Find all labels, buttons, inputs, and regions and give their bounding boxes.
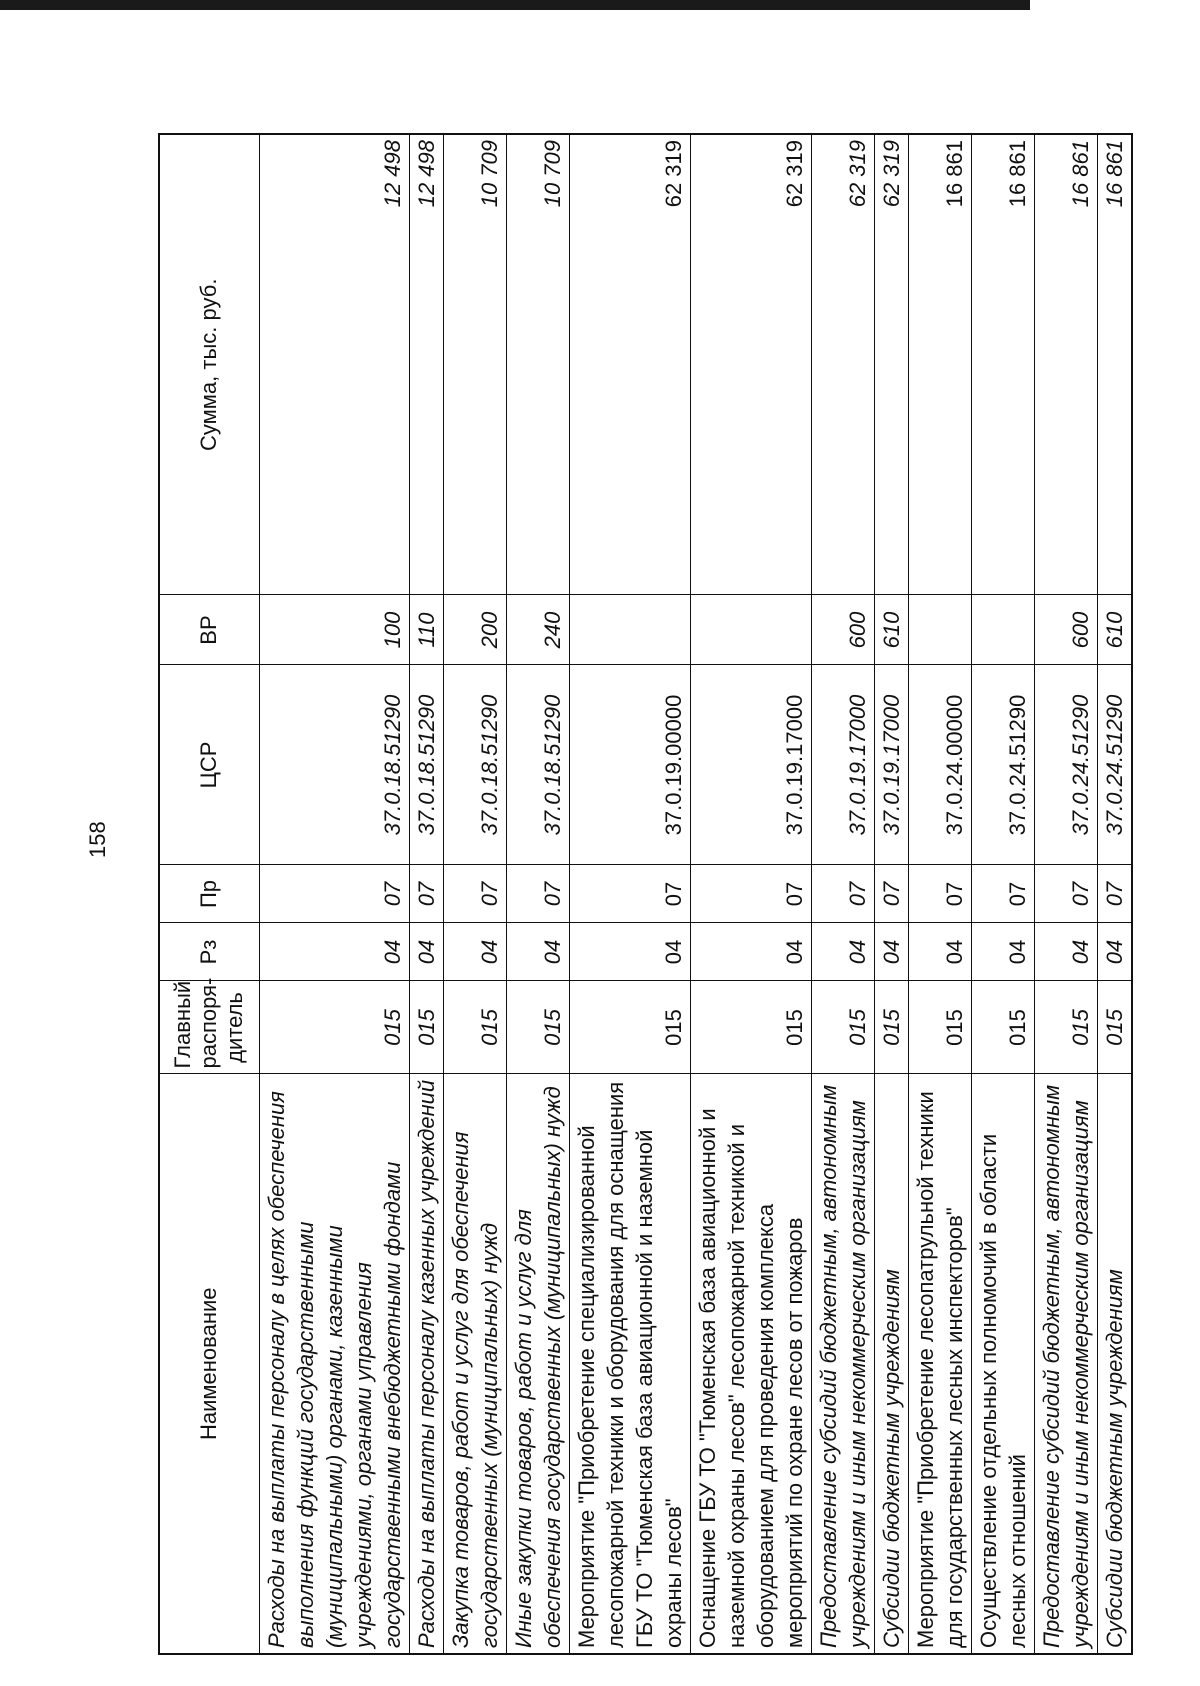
table-row [812,134,875,1654]
cell-vr: 100 [259,595,409,665]
table-row [690,134,811,1654]
cell-name: Закупка товаров, работ и услуг для обеспечения государственных (муниципальных) нужд [443,1074,506,1654]
cell-gr: 015 [506,981,569,1074]
cell-vr: 610 [1098,595,1133,665]
cell-name: Расходы на выплаты персоналу казенных учреждений [409,1074,443,1654]
cell-sum: 62 319 [569,134,690,595]
cell-name: Субсидии бюджетным учреждениям [875,1074,909,1654]
table-row [972,134,1035,1654]
cell-sum: 16 861 [972,134,1035,595]
cell-rz: 04 [1035,923,1098,981]
rotated-page-content [158,135,1128,1655]
cell-csr: 37.0.18.51290 [506,665,569,865]
cell-pr: 07 [506,865,569,923]
table-row [909,134,972,1654]
cell-rz: 04 [443,923,506,981]
cell-csr: 37.0.19.17000 [690,665,811,865]
cell-pr: 07 [972,865,1035,923]
cell-vr: 610 [875,595,909,665]
cell-gr: 015 [1098,981,1133,1074]
cell-name: Иные закупки товаров, работ и услуг для обеспечения государственных (муниципальных) нужд [506,1074,569,1654]
cell-rz: 04 [1098,923,1133,981]
cell-pr: 07 [443,865,506,923]
cell-csr: 37.0.18.51290 [443,665,506,865]
cell-csr: 37.0.24.51290 [1098,665,1133,865]
page-number: 158 [85,821,110,858]
cell-sum: 16 861 [1035,134,1098,595]
cell-rz: 04 [909,923,972,981]
cell-gr: 015 [812,981,875,1074]
cell-rz: 04 [569,923,690,981]
cell-pr: 07 [875,865,909,923]
cell-vr [972,595,1035,665]
cell-vr: 110 [409,595,443,665]
cell-pr: 07 [690,865,811,923]
cell-csr: 37.0.19.00000 [569,665,690,865]
cell-pr: 07 [569,865,690,923]
header-pr: Пр [159,865,259,923]
cell-csr: 37.0.19.17000 [812,665,875,865]
cell-rz: 04 [506,923,569,981]
cell-csr: 37.0.19.17000 [875,665,909,865]
cell-rz: 04 [812,923,875,981]
cell-csr: 37.0.24.51290 [972,665,1035,865]
cell-pr: 07 [409,865,443,923]
cell-name: Оснащение ГБУ ТО "Тюменская база авиационной и наземной охраны лесов" лесопожарной техникой и оборудованием для проведения комплекса мероприятий по охране лесов от пожаров [690,1074,811,1654]
cell-name: Субсидии бюджетным учреждениям [1098,1074,1133,1654]
cell-vr: 600 [812,595,875,665]
header-vr: ВР [159,595,259,665]
cell-vr [690,595,811,665]
header-gr: Главный распоря-дитель [159,981,259,1074]
cell-rz: 04 [875,923,909,981]
cell-rz: 04 [972,923,1035,981]
cell-sum: 10 709 [443,134,506,595]
top-rule [0,0,1030,10]
cell-vr: 600 [1035,595,1098,665]
cell-csr: 37.0.18.51290 [409,665,443,865]
cell-gr: 015 [690,981,811,1074]
cell-sum: 16 861 [909,134,972,595]
cell-vr [569,595,690,665]
cell-csr: 37.0.18.51290 [259,665,409,865]
table-row [569,134,690,1654]
table-row [506,134,569,1654]
cell-gr: 015 [409,981,443,1074]
cell-pr: 07 [909,865,972,923]
cell-gr: 015 [1035,981,1098,1074]
cell-gr: 015 [569,981,690,1074]
cell-csr: 37.0.24.51290 [1035,665,1098,865]
cell-gr: 015 [972,981,1035,1074]
table-row [409,134,443,1654]
cell-gr: 015 [259,981,409,1074]
cell-sum: 62 319 [690,134,811,595]
cell-pr: 07 [812,865,875,923]
cell-csr: 37.0.24.00000 [909,665,972,865]
cell-rz: 04 [409,923,443,981]
cell-name: Мероприятие "Приобретение лесопатрульной техники для государственных лесных инспекторов" [909,1074,972,1654]
cell-name: Расходы на выплаты персоналу в целях обеспечения выполнения функций государственными (муниципальными) органами, казенными учреждениями, органами управления государственными внебюджетными фондами [259,1074,409,1654]
cell-pr: 07 [1035,865,1098,923]
cell-vr [909,595,972,665]
cell-pr: 07 [259,865,409,923]
cell-gr: 015 [875,981,909,1074]
cell-name: Предоставление субсидий бюджетным, автономным учреждениям и иным некоммерческим организациям [812,1074,875,1654]
cell-sum: 16 861 [1098,134,1133,595]
cell-pr: 07 [1098,865,1133,923]
cell-name: Предоставление субсидий бюджетным, автономным учреждениям и иным некоммерческим организациям [1035,1074,1098,1654]
cell-rz: 04 [259,923,409,981]
header-name: Наименование [159,1074,259,1654]
table-row [875,134,909,1654]
cell-sum: 62 319 [812,134,875,595]
cell-sum: 10 709 [506,134,569,595]
table-row [1098,134,1133,1654]
cell-sum: 12 498 [259,134,409,595]
cell-rz: 04 [690,923,811,981]
header-csr: ЦСР [159,665,259,865]
budget-table [158,133,1133,1655]
table-row [1035,134,1098,1654]
cell-gr: 015 [443,981,506,1074]
cell-vr: 240 [506,595,569,665]
table-header-row [159,134,259,1654]
cell-vr: 200 [443,595,506,665]
table-row [259,134,409,1654]
cell-sum: 62 319 [875,134,909,595]
cell-sum: 12 498 [409,134,443,595]
header-rz: Рз [159,923,259,981]
cell-name: Осуществление отдельных полномочий в области лесных отношений [972,1074,1035,1654]
cell-name: Мероприятие "Приобретение специализированной лесопожарной техники и оборудования для оснащения ГБУ ТО "Тюменская база авиационной и наземной охраны лесов" [569,1074,690,1654]
table-row [443,134,506,1654]
cell-gr: 015 [909,981,972,1074]
header-sum: Сумма, тыс. руб. [159,134,259,595]
